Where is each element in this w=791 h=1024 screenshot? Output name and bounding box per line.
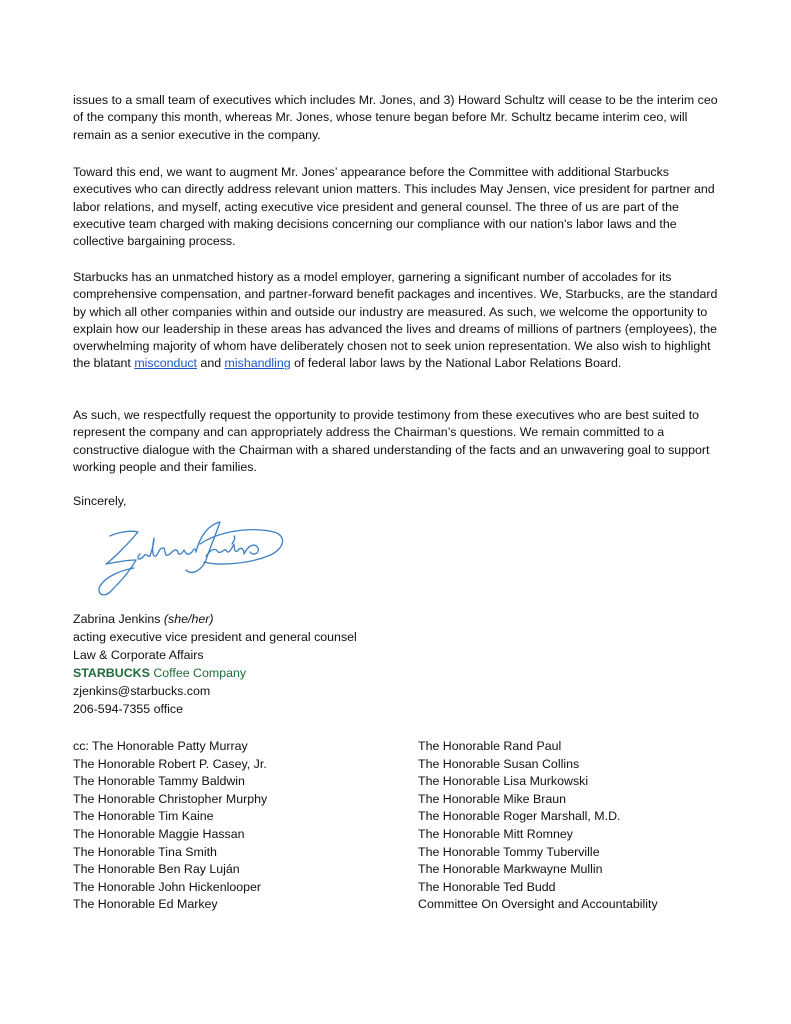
signature-block [73, 610, 357, 718]
cc-item: The Honorable Lisa Murkowski [418, 774, 589, 789]
cc-item: The Honorable Susan Collins [418, 756, 580, 771]
paragraph-issues: issues to a small team of executives which includes Mr. Jones, and 3) Howard Schultz will cease to be the interim ceo of the company this month, whereas Mr. Jones, whose tenure began before Mr. Schultz became interim ceo, will remain as a senior executive in the company. [73, 93, 718, 142]
company-name-rest: Coffee Company [153, 666, 247, 680]
signer-name-line [73, 610, 357, 628]
cc-item: The Honorable Markwayne Mullin [418, 862, 603, 877]
cc-item: The Honorable Tommy Tuberville [418, 844, 600, 859]
mishandling-link[interactable]: mishandling [224, 356, 291, 371]
paragraph-model-employer [73, 269, 723, 373]
signer-department: Law & Corporate Affairs [73, 648, 204, 662]
cc-item: The Honorable John Hickenlooper [73, 879, 262, 894]
cc-item: The Honorable Roger Marshall, M.D. [418, 809, 621, 824]
cc-item: The Honorable Ted Budd [418, 879, 556, 894]
cc-item: The Honorable Robert P. Casey, Jr. [73, 756, 267, 771]
cc-item: The Honorable Maggie Hassan [73, 826, 245, 841]
cc-list-left [73, 738, 267, 914]
cc-item: The Honorable Tammy Baldwin [73, 774, 245, 789]
company-brand: STARBUCKS [73, 666, 150, 680]
paragraph-text-after-links: of federal labor laws by the National Labor Relations Board. [290, 356, 622, 371]
paragraph-augment-appearance: Toward this end, we want to augment Mr. Jones’ appearance before the Committee with additional Starbucks executives who can directly address relevant union matters. This includes May Jensen, vice president for partner and labor relations, and myself, acting executive vice president and general counsel. The three of us are part of the executive team charged with making decisions concerning our compliance with our nation's labor laws and the collective bargaining process. [73, 165, 715, 249]
cc-item: The Honorable Mitt Romney [418, 826, 573, 841]
paragraph-testimony-request: As such, we respectfully request the opportunity to provide testimony from these executives who are best suited to represent the company and can appropriately address the Chairman’s questions. We remain committed to a constructive dialogue with the Chairman with a shared understanding of the facts and an unwavering goal to support working people and their families. [73, 408, 710, 474]
handwritten-signature [88, 514, 288, 600]
misconduct-link[interactable]: misconduct [134, 356, 197, 371]
signer-name: Zabrina Jenkins [73, 612, 161, 626]
cc-item: The Honorable Mike Braun [418, 791, 567, 806]
cc-item: The Honorable Tina Smith [73, 844, 217, 859]
signer-company [73, 664, 357, 682]
paragraph-text-between-links: and [196, 356, 225, 371]
signer-title: acting executive vice president and general counsel [73, 630, 357, 644]
cc-item: The Honorable Ben Ray Luján [73, 862, 240, 877]
signer-pronouns: (she/her) [163, 612, 214, 626]
cc-item: The Honorable Rand Paul [418, 739, 562, 753]
cc-item: The Honorable Ed Markey [73, 897, 218, 912]
cc-item: Committee On Oversight and Accountability [418, 897, 658, 912]
paragraph-text-before-links: Starbucks has an unmatched history as a model employer, garnering a significant number of accolades for its comprehensive compensation, and partner-forward benefit packages and incentives. We, Starbucks, are the standard by which all other companies within and outside our industry are measured. As such, we welcome the opportunity to explain how our leadership in these areas has advanced the lives and dreams of millions of partners (employees), the overwhelming majority of whom have deliberately chosen not to seek union representation. We also wish to highlight the blatant [73, 270, 718, 371]
cc-item: cc: The Honorable Patty Murray [73, 739, 248, 753]
cc-item: The Honorable Tim Kaine [73, 809, 214, 824]
signer-email: zjenkins@starbucks.com [73, 684, 211, 698]
cc-list-right [418, 738, 658, 914]
cc-item: The Honorable Christopher Murphy [73, 791, 268, 806]
signer-phone: 206-594-7355 office [73, 702, 183, 716]
closing-salutation: Sincerely, [73, 494, 127, 508]
